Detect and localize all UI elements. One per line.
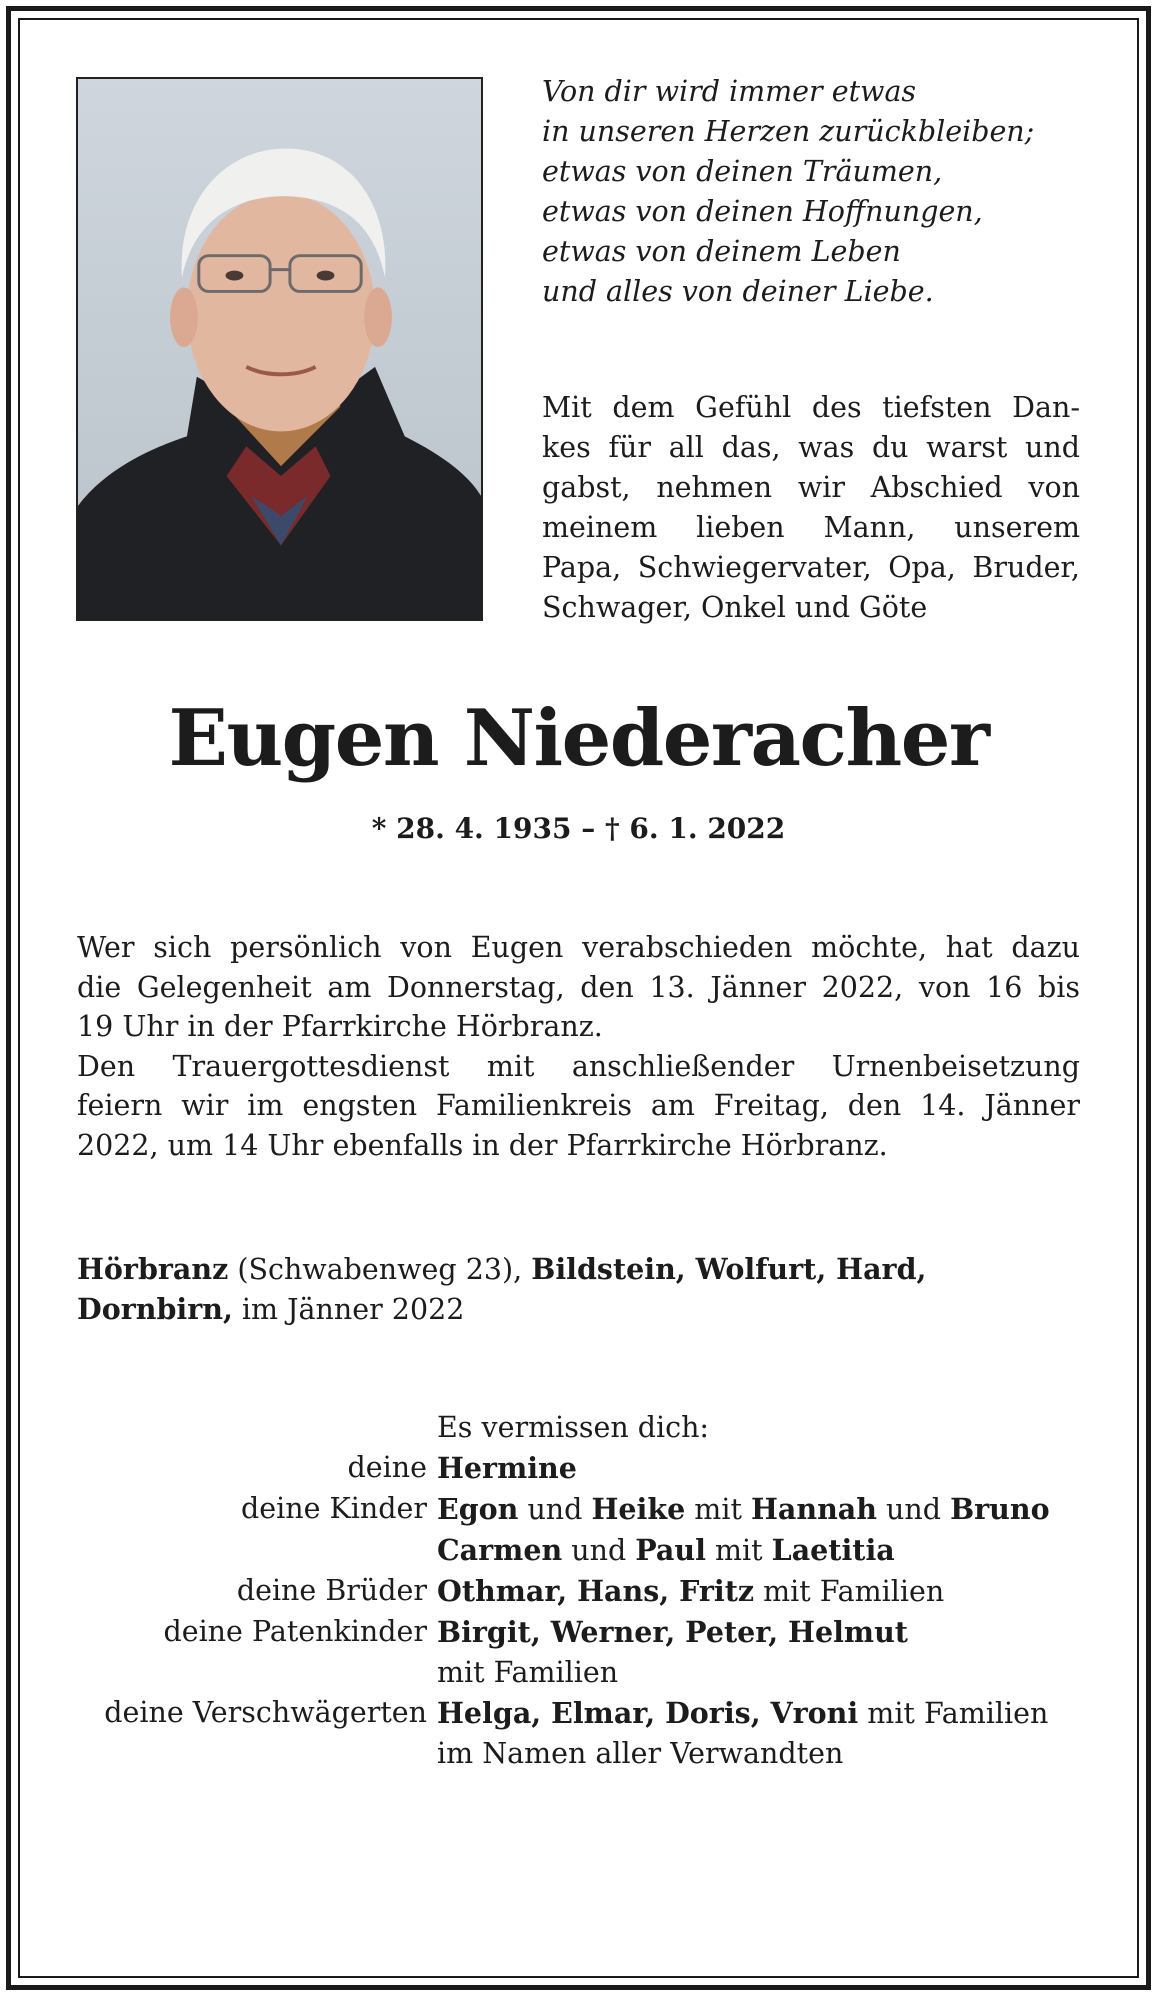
- mourner-row: [77, 1448, 1080, 1489]
- mourner-name: Hannah: [750, 1492, 877, 1526]
- connector: und: [877, 1493, 951, 1526]
- mourner-name: Othmar, Hans, Fritz: [437, 1574, 755, 1608]
- relation-label: deine Brüder: [236, 1574, 427, 1607]
- thanks-line: meinem lieben Mann, unserem: [542, 511, 1080, 544]
- connector: und: [562, 1534, 636, 1567]
- relation-label: [77, 1653, 437, 1693]
- mourner-row: [77, 1571, 1080, 1612]
- mourner-name: Birgit, Werner, Peter, Helmut: [437, 1615, 908, 1649]
- mourner-name: Helga, Elmar, Doris, Vroni: [437, 1696, 859, 1730]
- info-line: die Gelegenheit am Donnerstag, den 13. Jänner 2022, von 16 bis: [77, 970, 1080, 1004]
- info-line: Wer sich persönlich von Eugen verabschieden möchte, hat dazu: [77, 931, 1080, 964]
- connector: mit: [685, 1493, 751, 1526]
- connector: mit Familien: [437, 1656, 619, 1689]
- mourner-row: [77, 1653, 1080, 1693]
- poem-line: in unseren Herzen zurückbleiben;: [542, 115, 1035, 148]
- place-address: (Schwabenweg 23),: [228, 1253, 532, 1286]
- info-line: 19 Uhr in der Pfarrkirche Hörbranz.: [77, 1010, 603, 1043]
- connector: mit: [705, 1534, 772, 1567]
- mourner-name: Heike: [591, 1492, 686, 1526]
- place-date: im Jänner 2022: [232, 1292, 465, 1326]
- poem-line: Von dir wird immer etwas: [542, 75, 917, 108]
- mourner-name: Hermine: [437, 1451, 577, 1485]
- place-others: Bildstein, Wolfurt, Hard,: [531, 1252, 927, 1286]
- relation-label: [77, 1734, 437, 1774]
- mourner-row: [77, 1734, 1080, 1774]
- thanks-line: Mit dem Gefühl des tiefsten Dan-: [542, 391, 1080, 424]
- portrait-photo: [76, 77, 483, 621]
- thanks-line: Papa, Schwiegervater, Opa, Bruder,: [542, 551, 1080, 584]
- mourner-row: [77, 1530, 1080, 1571]
- service-info: [77, 928, 1080, 1165]
- poem: [542, 72, 1102, 312]
- mourner-name: Paul: [635, 1533, 706, 1567]
- info-line: feiern wir im engsten Familienkreis am Freitag, den 14. Jänner: [77, 1089, 1080, 1122]
- place-line: [77, 1250, 1080, 1329]
- relation-label: deine Kinder: [240, 1492, 427, 1525]
- mourner-row: [77, 1489, 1080, 1530]
- mourner-name: Bruno: [950, 1492, 1050, 1526]
- relation-label: [77, 1530, 437, 1571]
- relation-label: deine: [347, 1451, 427, 1484]
- mourner-row: [77, 1693, 1080, 1734]
- thanks-paragraph: [542, 388, 1080, 628]
- thanks-line: Schwager, Onkel und Göte: [542, 591, 928, 624]
- place-last: Dornbirn,: [77, 1291, 233, 1326]
- info-line: 2022, um 14 Uhr ebenfalls in der Pfarrkirche Hörbranz.: [77, 1128, 888, 1162]
- mourner-row: [77, 1612, 1080, 1653]
- connector: und: [518, 1493, 592, 1526]
- connector: mit Familien: [858, 1697, 1049, 1730]
- info-line: Den Trauergottesdienst mit anschließender Urnenbeisetzung: [77, 1049, 1080, 1083]
- connector: mit Familien: [754, 1575, 945, 1608]
- deceased-name: Eugen Niederacher: [168, 693, 989, 784]
- poem-line: etwas von deinen Hoffnungen,: [542, 195, 983, 228]
- mourner-name: Carmen: [437, 1533, 563, 1567]
- relation-label: deine Verschwägerten: [104, 1696, 427, 1729]
- poem-line: etwas von deinen Träumen,: [542, 155, 943, 188]
- relation-label: deine Patenkinder: [163, 1615, 427, 1648]
- poem-line: etwas von deinem Leben: [542, 235, 901, 268]
- thanks-line: kes für all das, was du warst und: [542, 431, 1080, 464]
- closing-line: im Namen aller Verwandten: [437, 1737, 844, 1770]
- mourner-name: Egon: [437, 1492, 519, 1526]
- mourner-name: Laetitia: [771, 1533, 895, 1567]
- poem-line: und alles von deiner Liebe.: [542, 275, 934, 308]
- place-town: Hörbranz: [77, 1252, 229, 1286]
- mourners-list: [77, 1408, 1080, 1774]
- mourners-intro: Es vermissen dich:: [437, 1411, 710, 1444]
- thanks-line: gabst, nehmen wir Abschied von: [542, 471, 1080, 504]
- life-dates: * 28. 4. 1935 – † 6. 1. 2022: [371, 812, 786, 845]
